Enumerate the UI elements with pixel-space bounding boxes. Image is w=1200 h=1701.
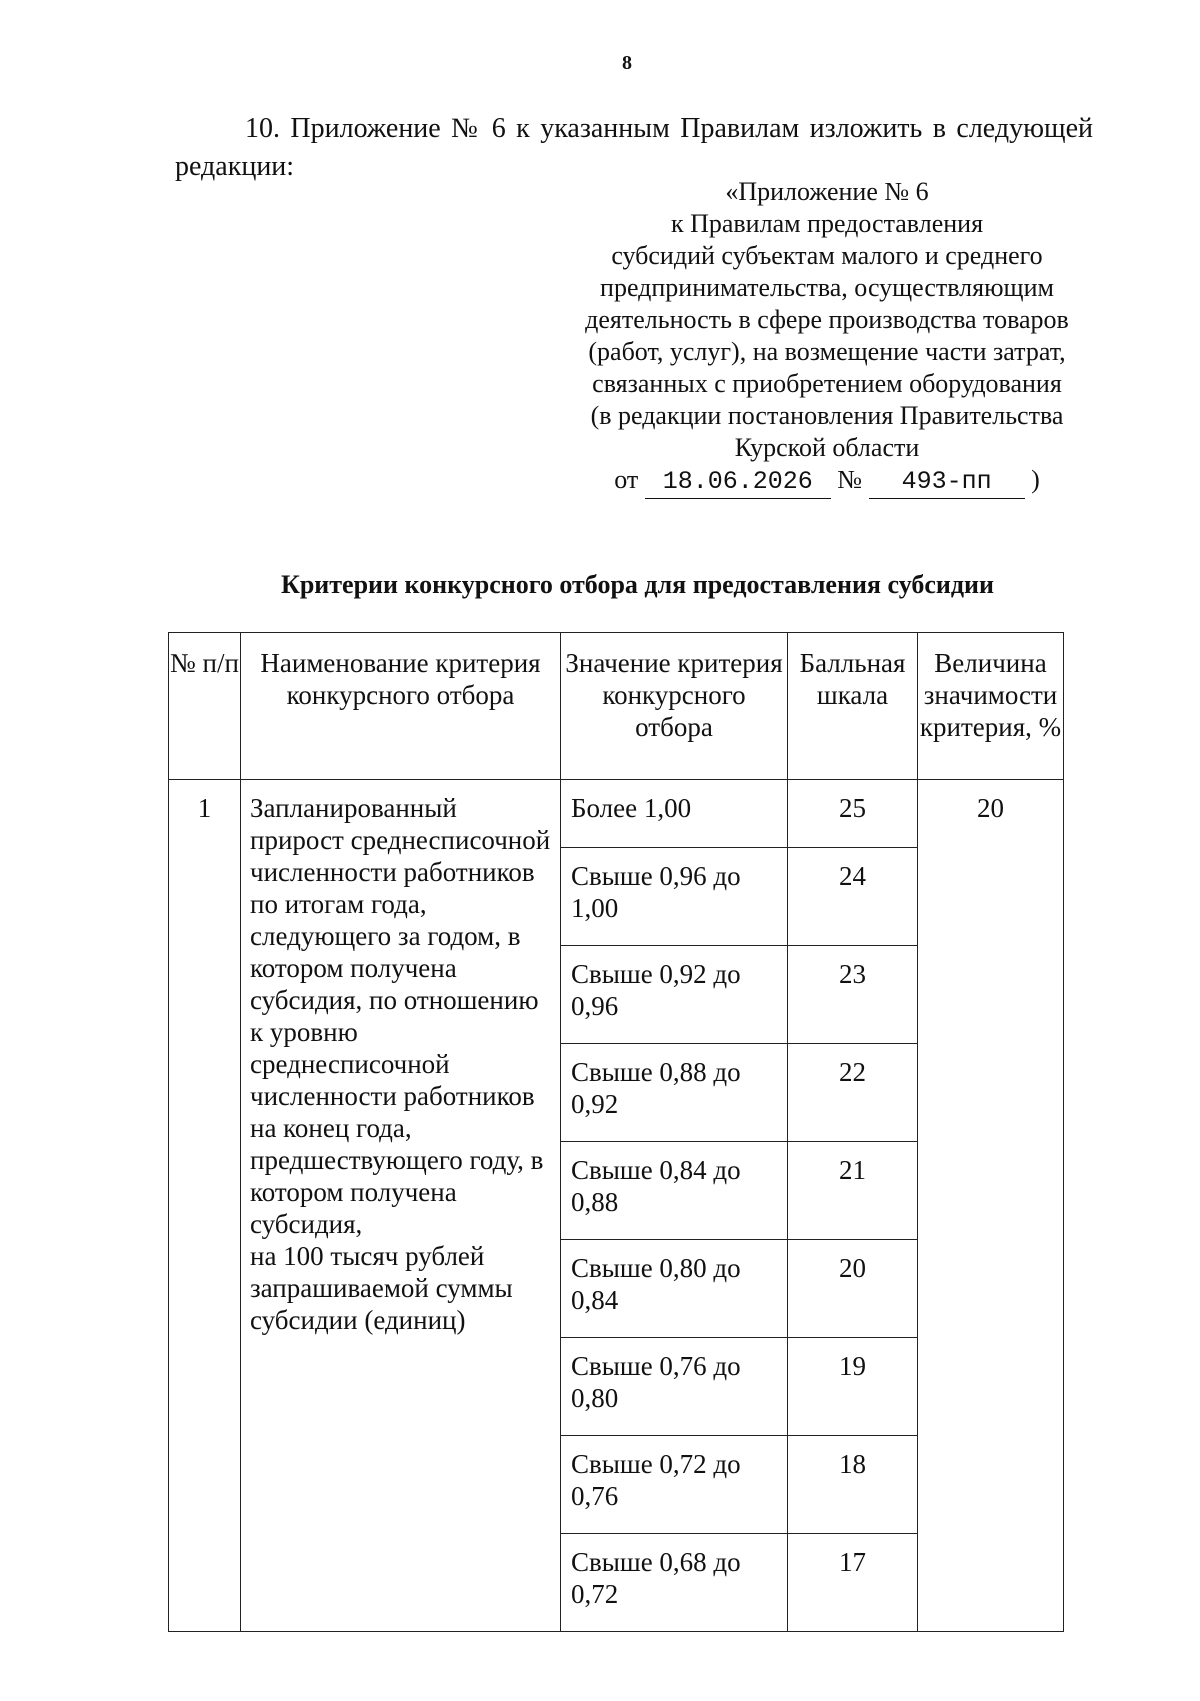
criterion-cell	[241, 780, 561, 1632]
table-row	[169, 780, 1064, 848]
header-weight: Величина значимости критерия, %	[918, 633, 1064, 780]
header-criterion: Наименование критерия конкурсного отбора	[241, 633, 561, 780]
document-title: Критерии конкурсного отбора для предоставления субсидии	[280, 570, 994, 599]
value-cell: Более 1,00	[561, 780, 788, 848]
points-cell: 25	[788, 780, 918, 848]
appendix-line: «Приложение № 6	[725, 177, 929, 206]
criterion-text: Запланированный прирост среднесписочной численности работников по итогам года, следующего за годом, в котором получена субсидия, по отношению к уровню среднесписочной численности работников на конец года, предшествующего году, в котором получена субсидия,	[250, 793, 551, 1239]
points-cell: 19	[788, 1338, 918, 1436]
number-sign: №	[837, 465, 863, 494]
value-cell: Свыше 0,84 до 0,88	[561, 1142, 788, 1240]
weight-cell: 20	[918, 780, 1064, 1632]
points-cell: 17	[788, 1534, 918, 1632]
date-prefix: от	[614, 465, 639, 494]
points-cell: 24	[788, 848, 918, 946]
points-cell: 18	[788, 1436, 918, 1534]
appendix-line: (в редакции постановления Правительства	[590, 401, 1064, 430]
points-cell: 22	[788, 1044, 918, 1142]
appendix-line: Курской области	[734, 433, 920, 462]
appendix-line: предпринимательства, осуществляющим	[600, 273, 1054, 302]
appendix-line: связанных с приобретением оборудования	[592, 369, 1062, 398]
points-cell: 21	[788, 1142, 918, 1240]
appendix-line: (работ, услуг), на возмещение части затрат,	[588, 337, 1066, 366]
page-number: 8	[622, 52, 632, 74]
header-value: Значение критерия конкурсного отбора	[561, 633, 788, 780]
points-cell: 23	[788, 946, 918, 1044]
value-cell: Свыше 0,88 до 0,92	[561, 1044, 788, 1142]
appendix-date: 18.06.2026	[645, 466, 831, 499]
criterion-text-tail: на 100 тысяч рублей запрашиваемой суммы субсидии (единиц)	[250, 1241, 513, 1335]
appendix-heading	[500, 176, 1154, 499]
closing-paren: )	[1031, 465, 1040, 494]
value-cell: Свыше 0,80 до 0,84	[561, 1240, 788, 1338]
points-cell: 20	[788, 1240, 918, 1338]
value-cell: Свыше 0,72 до 0,76	[561, 1436, 788, 1534]
table-header-row	[169, 633, 1064, 780]
appendix-number: 493-пп	[869, 466, 1025, 499]
appendix-line: деятельность в сфере производства товаров	[585, 305, 1069, 334]
value-cell: Свыше 0,68 до 0,72	[561, 1534, 788, 1632]
value-cell: Свыше 0,96 до 1,00	[561, 848, 788, 946]
header-number: № п/п	[169, 633, 241, 780]
row-number: 1	[169, 780, 241, 1632]
appendix-line: к Правилам предоставления	[670, 209, 984, 238]
appendix-date-line	[500, 464, 1154, 499]
intro-paragraph: 10. Приложение № 6 к указанным Правилам изложить в следующей редакции:	[175, 113, 1093, 182]
criteria-table	[168, 632, 1064, 1632]
header-points: Балльная шкала	[788, 633, 918, 780]
appendix-line: субсидий субъектам малого и среднего	[611, 241, 1043, 270]
value-cell: Свыше 0,92 до 0,96	[561, 946, 788, 1044]
value-cell: Свыше 0,76 до 0,80	[561, 1338, 788, 1436]
